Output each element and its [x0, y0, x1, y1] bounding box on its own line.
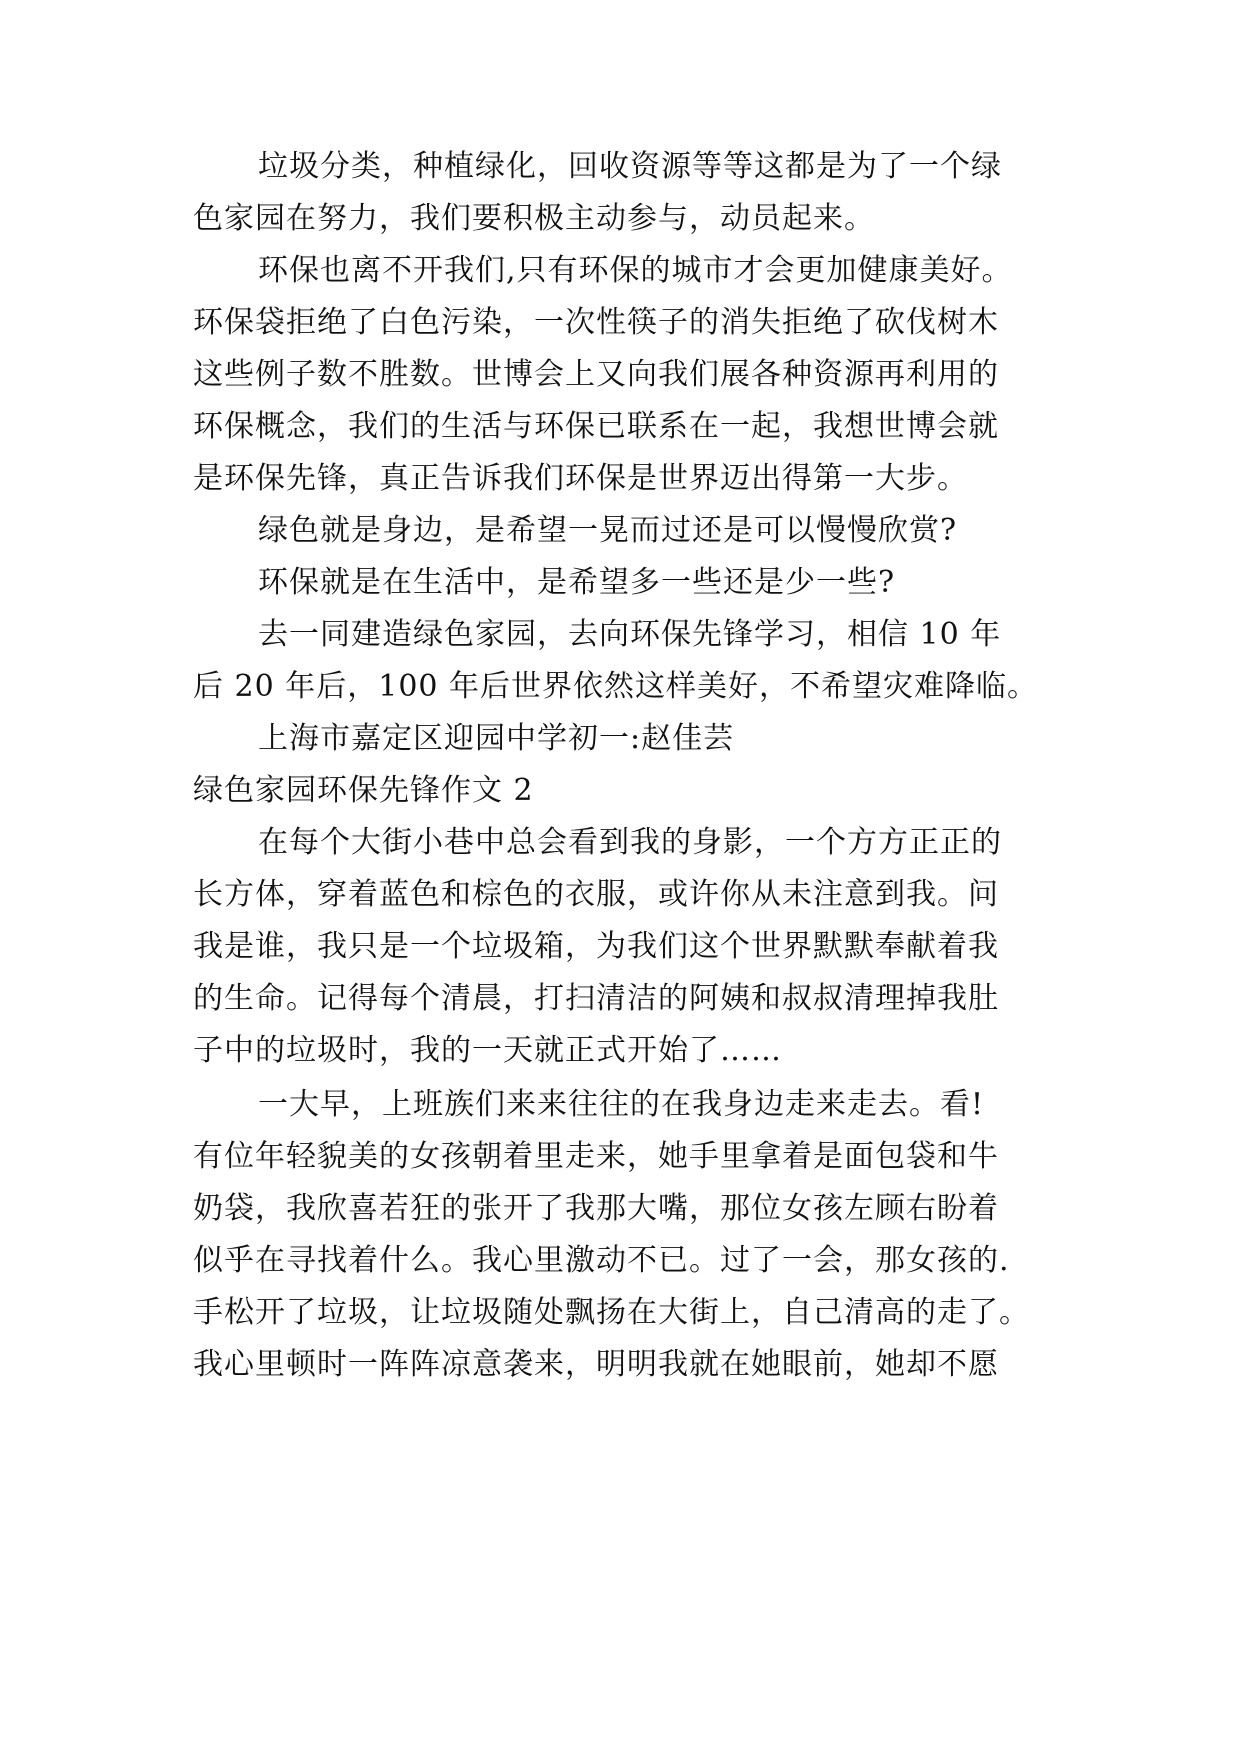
text-line: 垃圾分类，种植绿化，回收资源等等这都是为了一个绿 — [258, 149, 1002, 184]
text-line: 后 20 年后，100 年后世界依然这样美好，不希望灾难降临。 — [193, 669, 1039, 704]
text-line: 绿色就是身边，是希望一晃而过还是可以慢慢欣赏? — [258, 513, 958, 548]
text-line: 一大早，上班族们来来往往的在我身边走来走去。看! — [258, 1087, 985, 1122]
text-line: 去一同建造绿色家园，去向环保先锋学习，相信 10 年 — [258, 617, 1002, 652]
text-line: 我心里顿时一阵阵凉意袭来，明明我就在她眼前，她却不愿 — [193, 1347, 999, 1382]
signature-line: 上海市嘉定区迎园中学初一:赵佳芸 — [258, 721, 735, 756]
text-line: 我是谁，我只是一个垃圾箱，为我们这个世界默默奉献着我 — [193, 929, 999, 964]
text-line: 环保袋拒绝了白色污染，一次性筷子的消失拒绝了砍伐树木 — [193, 305, 999, 340]
text-line: 这些例子数不胜数。世博会上又向我们展各种资源再利用的 — [193, 357, 999, 392]
text-line: 长方体，穿着蓝色和棕色的衣服，或许你从未注意到我。问 — [193, 877, 999, 912]
text-line: 手松开了垃圾，让垃圾随处飘扬在大街上，自己清高的走了。 — [193, 1295, 1030, 1330]
text-line: 色家园在努力，我们要积极主动参与，动员起来。 — [193, 201, 875, 236]
section-heading: 绿色家园环保先锋作文 2 — [193, 773, 534, 808]
text-line: 环保概念，我们的生活与环保已联系在一起，我想世博会就 — [193, 409, 999, 444]
text-line: 奶袋，我欣喜若狂的张开了我那大嘴，那位女孩左顾右盼着 — [193, 1191, 999, 1226]
text-line: 的生命。记得每个清晨，打扫清洁的阿姨和叔叔清理掉我肚 — [193, 981, 999, 1016]
text-line: 子中的垃圾时，我的一天就正式开始了…… — [193, 1033, 782, 1068]
text-line: 似乎在寻找着什么。我心里激动不已。过了一会，那女孩的. — [193, 1243, 1010, 1278]
text-line: 是环保先锋，真正告诉我们环保是世界迈出得第一大步。 — [193, 461, 968, 496]
text-line: 环保也离不开我们,只有环保的城市才会更加健康美好。 — [258, 253, 1013, 288]
text-line: 在每个大街小巷中总会看到我的身影，一个方方正正的 — [258, 825, 1002, 860]
text-line: 有位年轻貌美的女孩朝着里走来，她手里拿着是面包袋和牛 — [193, 1139, 999, 1174]
text-line: 环保就是在生活中，是希望多一些还是少一些? — [258, 565, 896, 600]
